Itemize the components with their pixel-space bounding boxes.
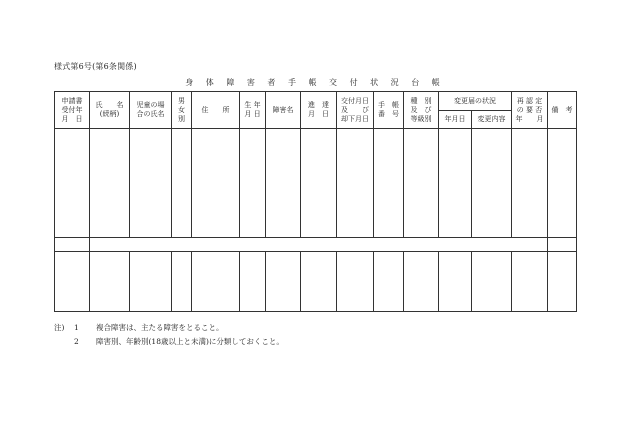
cell-empty[interactable] [55,129,90,238]
cell-empty[interactable] [192,252,240,312]
cell-empty[interactable] [266,252,301,312]
cell-empty[interactable] [130,252,172,312]
form-number-label: 様式第6号(第6条関係) [54,62,137,71]
header-issue-date: 交付月日 及 び 却下月日 [337,92,374,129]
cell-empty[interactable] [374,129,404,238]
cell-empty[interactable] [240,129,266,238]
footnote-item [54,321,284,335]
cell-empty[interactable] [130,129,172,238]
cell-empty[interactable] [404,252,439,312]
footnote-text: 障害別、年齢別(18歳以上と未満)に分類しておくこと。 [96,337,284,346]
cell-empty[interactable] [472,252,512,312]
cell-empty[interactable] [192,129,240,238]
header-disability-name: 障害名 [266,92,301,129]
cell-empty[interactable] [240,252,266,312]
table-row [55,129,577,238]
header-change-status: 変更届の状況 [439,92,512,111]
header-child-name: 児童の場 合の氏名 [130,92,172,129]
cell-empty[interactable] [439,129,472,238]
table-row [55,252,577,312]
header-birth-date: 生 年 月 日 [240,92,266,129]
ledger-table [54,91,577,312]
cell-empty[interactable] [266,129,301,238]
footnotes [54,321,284,349]
cell-empty[interactable] [55,252,90,312]
page-break-band [55,238,577,252]
cell-empty[interactable] [512,129,548,238]
header-sex: 男 女 別 [172,92,192,129]
cell-empty[interactable] [374,252,404,312]
header-type-grade: 種 別 及 び 等級別 [404,92,439,129]
cell-empty[interactable] [172,252,192,312]
footnote-lead: 注) [54,323,65,332]
cell-empty[interactable] [90,129,130,238]
header-notice-date: 進 達 月 日 [301,92,337,129]
header-row [55,92,577,111]
cell-empty[interactable] [548,252,577,312]
cell-empty[interactable] [548,129,577,238]
header-remarks: 備 考 [548,92,577,129]
footnote-item [54,335,284,349]
header-handbook-number: 手 帳 番 号 [374,92,404,129]
header-address: 住 所 [192,92,240,129]
cell-empty[interactable] [439,252,472,312]
cell-empty[interactable] [172,129,192,238]
footnote-number: 2 [74,337,79,346]
cell-empty[interactable] [301,129,337,238]
header-change-date: 年月日 [439,111,472,129]
footnote-text: 複合障害は、主たる障害をとること。 [96,323,224,332]
header-name: 氏 名 (続柄) [90,92,130,129]
cell-empty[interactable] [472,129,512,238]
header-application-date: 申請書 受付年 月 日 [55,92,90,129]
cell-empty[interactable] [337,252,374,312]
ledger-title: 身 体 障 害 者 手 帳 交 付 状 況 台 帳 [185,78,445,87]
header-recertification: 再 認 定 の 要 否 年 月 [512,92,548,129]
header-change-content: 変更内容 [472,111,512,129]
cell-empty[interactable] [404,129,439,238]
footnote-number: 1 [74,323,79,332]
cell-empty[interactable] [512,252,548,312]
cell-empty[interactable] [90,252,130,312]
cell-empty[interactable] [337,129,374,238]
cell-empty[interactable] [301,252,337,312]
